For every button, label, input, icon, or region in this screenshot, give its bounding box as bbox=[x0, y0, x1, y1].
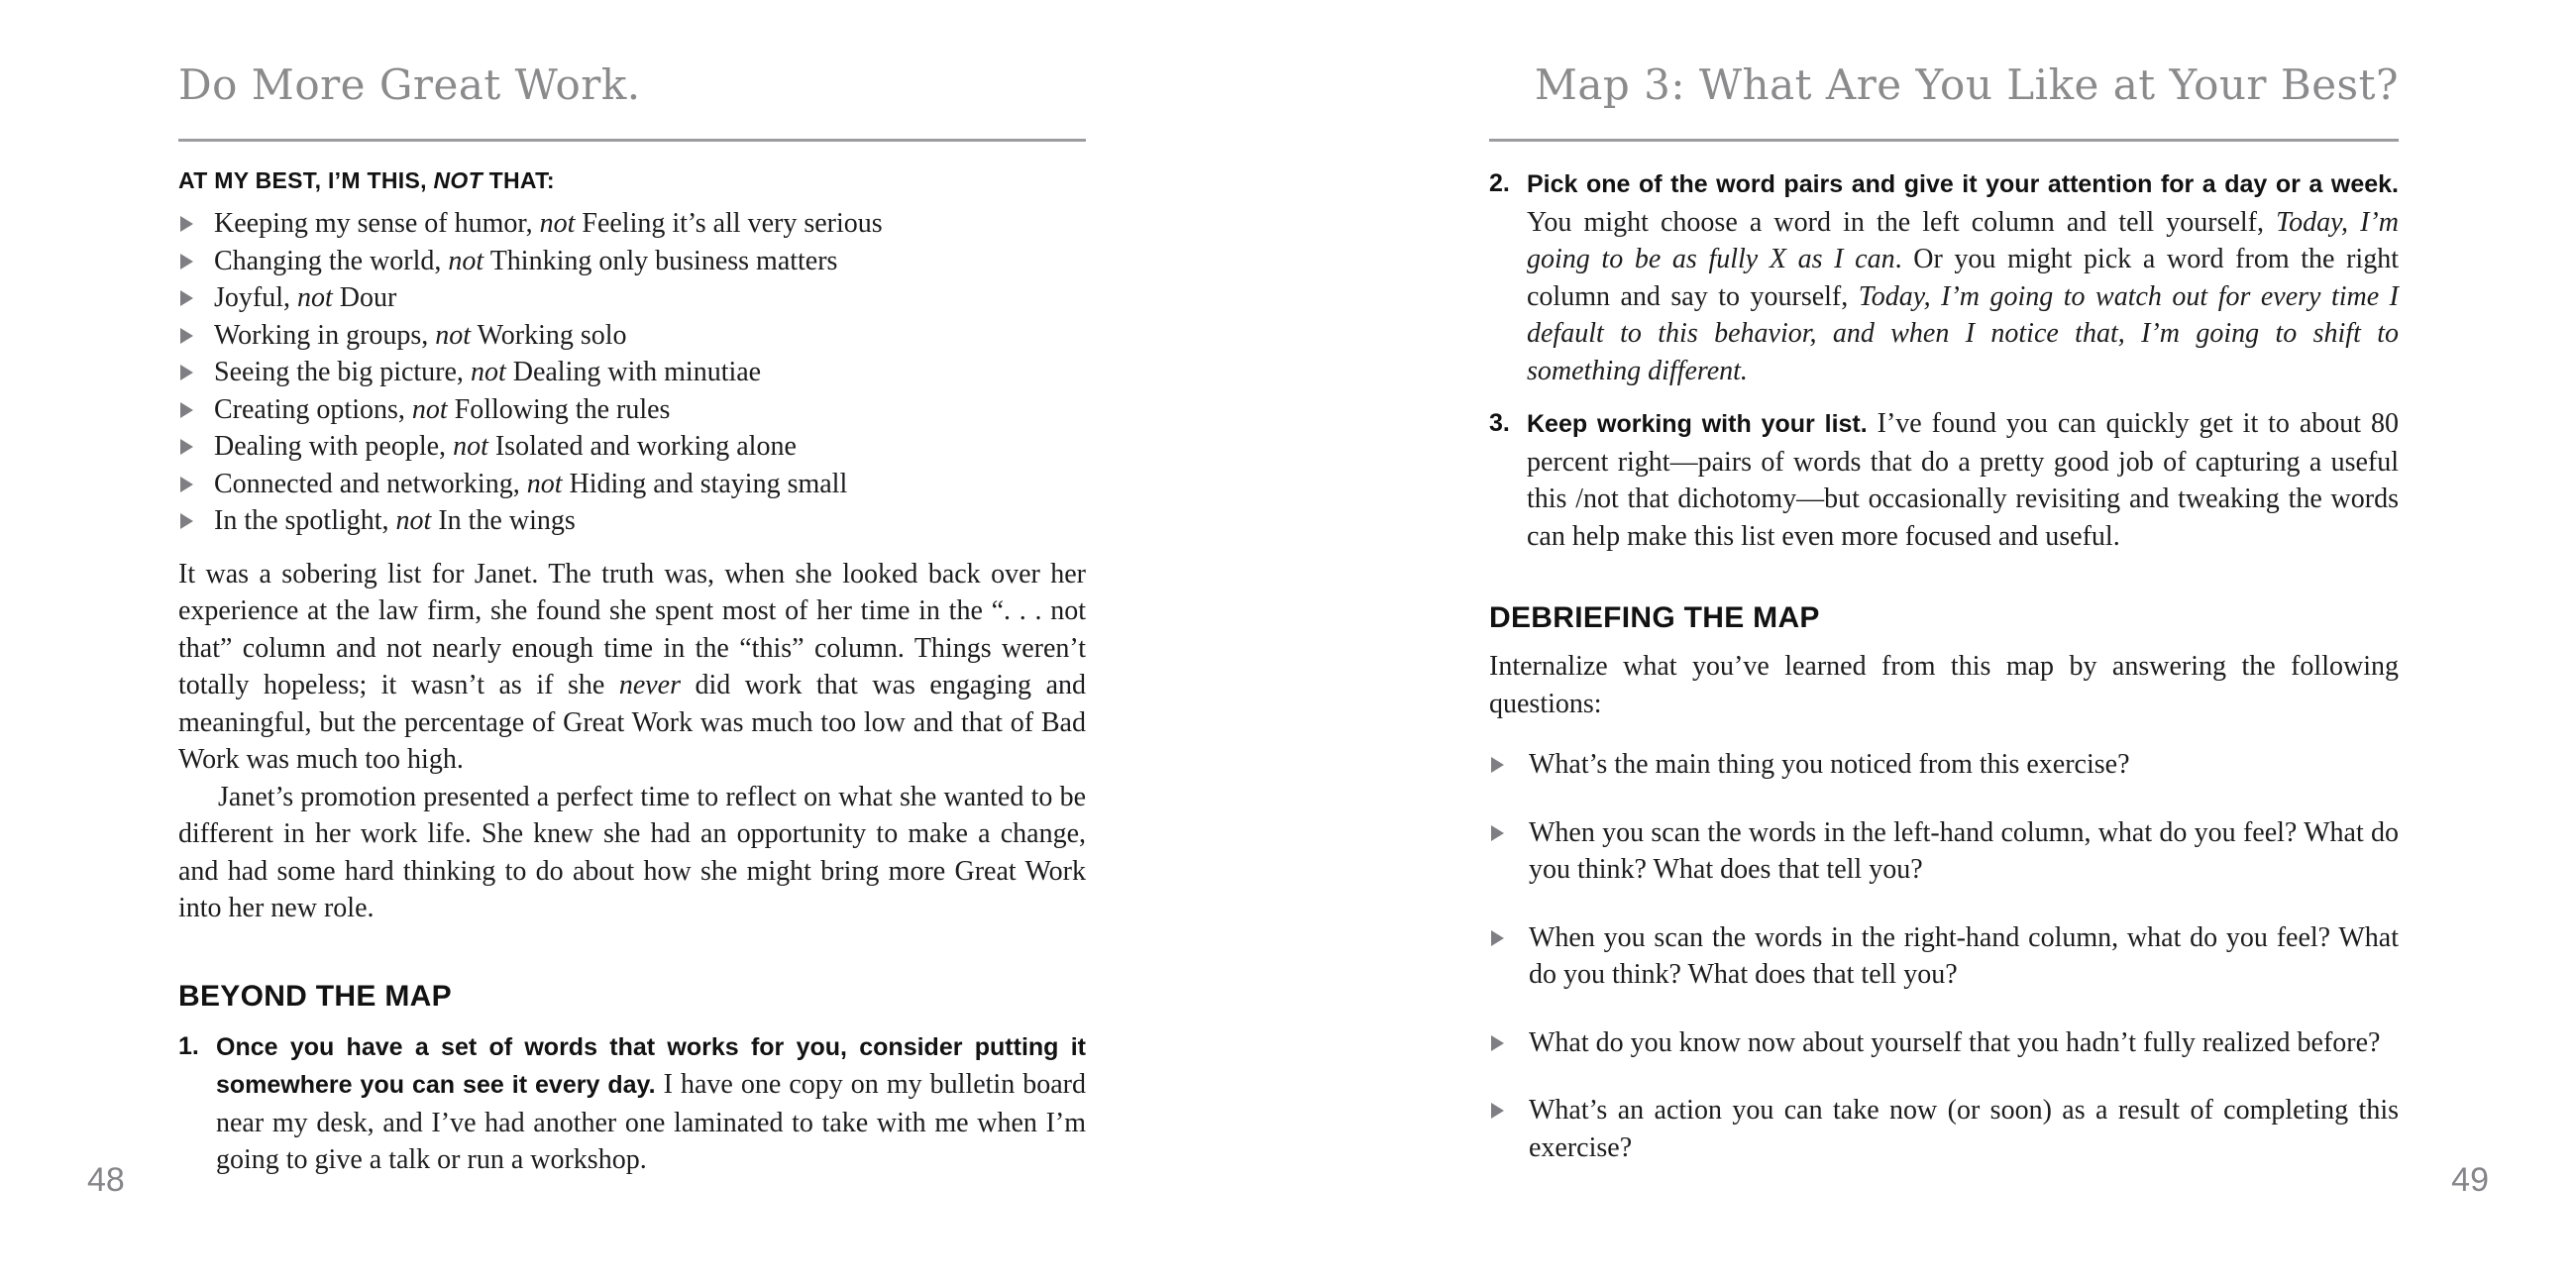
body-paragraph-janets-promotion: Janet’s promotion presented a perfect time to reflect on what she wanted to be different in her work life. She knew she had an opportunity to make a change, and had some hard thinking to do about how she might bring more Great Work into her new role. bbox=[178, 781, 1086, 923]
word-pair-this: Changing the world, bbox=[214, 245, 449, 276]
debrief-question bbox=[1489, 1024, 2399, 1062]
triangle-bullet-icon bbox=[180, 216, 193, 232]
question-text: When you scan the words in the right-hand column, what do you feel? What do you think? What does that tell you? bbox=[1529, 921, 2399, 990]
word-pair-not: not bbox=[297, 282, 333, 313]
running-head-left: Do More Great Work. bbox=[178, 60, 641, 109]
word-pair-this: Dealing with people, bbox=[214, 431, 454, 462]
word-pair-this: Working in groups, bbox=[214, 319, 436, 351]
running-head-right: Map 3: What Are You Like at Your Best? bbox=[1534, 60, 2399, 109]
word-pair-not: not bbox=[435, 319, 472, 351]
triangle-bullet-icon bbox=[180, 402, 193, 418]
word-pair-this: Seeing the big picture, bbox=[214, 357, 471, 387]
triangle-bullet-icon bbox=[180, 477, 193, 492]
numbered-item-1 bbox=[178, 1028, 1086, 1179]
question-text: What’s the main thing you noticed from this exercise? bbox=[1529, 749, 2130, 780]
word-list-heading-text: AT MY BEST, I’M THIS, bbox=[178, 167, 434, 193]
item-number: 1. bbox=[178, 1031, 199, 1060]
page-number-right: 49 bbox=[2451, 1161, 2489, 1199]
triangle-bullet-icon bbox=[180, 513, 193, 529]
right-page bbox=[1489, 0, 2399, 1166]
word-pair-this: Connected and networking, bbox=[214, 468, 527, 499]
word-pair-item bbox=[178, 279, 1086, 317]
word-pair-this: In the spotlight, bbox=[214, 505, 396, 536]
word-pair-not: not bbox=[539, 208, 576, 239]
paragraph-text: It was a sobering list for Janet. The truth was, when she looked back over her experience at the law firm, she found she spent most of her time in the “. . . not that” column and not nearly enough time in the “this” column. Things weren’t totally hopeless; it wasn’t as if she bbox=[178, 558, 1086, 700]
item-lead: Once you have a set of words that works for you, consider putting it somewhere you can see it every day. bbox=[216, 1032, 1086, 1099]
word-pair-that: In the wings bbox=[431, 505, 576, 536]
triangle-bullet-icon bbox=[1491, 930, 1504, 946]
word-pair-not: not bbox=[453, 431, 488, 462]
word-pair-that: Dealing with minutiae bbox=[505, 357, 762, 387]
word-pair-not: not bbox=[448, 245, 484, 276]
word-pair-item bbox=[178, 466, 1086, 503]
question-text: What do you know now about yourself that you hadn’t fully realized before? bbox=[1529, 1026, 2381, 1058]
page-number-left: 48 bbox=[87, 1161, 125, 1199]
triangle-bullet-icon bbox=[1491, 825, 1504, 841]
triangle-bullet-icon bbox=[180, 254, 193, 269]
debrief-question bbox=[1489, 1092, 2399, 1166]
question-text: When you scan the words in the left-hand column, what do you feel? What do you think? What does that tell you? bbox=[1529, 816, 2399, 885]
word-pair-item bbox=[178, 391, 1086, 429]
triangle-bullet-icon bbox=[1491, 1035, 1504, 1051]
word-pair-that: Following the rules bbox=[447, 393, 671, 425]
item-body: I have one copy on my bulletin board near my desk, and I’ve had another one laminated to take with me when I’m going to give a talk or run a workshop. bbox=[216, 1069, 1086, 1175]
body-paragraph-sobering-list bbox=[178, 556, 1086, 779]
triangle-bullet-icon bbox=[1491, 757, 1504, 773]
word-pair-item bbox=[178, 502, 1086, 540]
item-lead: Pick one of the word pairs and give it your attention for a day or a week. bbox=[1527, 170, 2399, 198]
word-pair-item bbox=[178, 243, 1086, 280]
item-body: I’ve found you can quickly get it to about 80 percent right—pairs of words that do a pretty good job of capturing a useful this /not that dichotomy—but occasionally revisiting and tweaking the words can help make this list even more focused and useful. bbox=[1527, 408, 2399, 552]
word-pair-not: not bbox=[470, 357, 506, 387]
word-pair-item bbox=[178, 317, 1086, 355]
item-lead: Keep working with your list. bbox=[1527, 410, 1868, 438]
word-list-heading-italic: NOT bbox=[433, 167, 483, 193]
triangle-bullet-icon bbox=[1491, 1103, 1504, 1119]
paragraph-text: did work that was engaging and meaningful, but the percentage of Great Work was much too low and that of Bad Work was much too high. bbox=[178, 670, 1086, 775]
section-heading-beyond-the-map: BEYOND THE MAP bbox=[178, 979, 452, 1013]
word-pair-that: Dour bbox=[332, 282, 397, 313]
debrief-question bbox=[1489, 746, 2399, 784]
paragraph-italic-word: never bbox=[618, 670, 681, 700]
word-pair-not: not bbox=[526, 468, 563, 499]
word-pair-list bbox=[178, 205, 1086, 540]
section-heading-debriefing-the-map: DEBRIEFING THE MAP bbox=[1489, 601, 1820, 634]
debrief-question bbox=[1489, 814, 2399, 889]
word-pair-this: Creating options, bbox=[214, 393, 412, 425]
triangle-bullet-icon bbox=[180, 328, 193, 344]
question-text: What’s an action you can take now (or soon) as a result of completing this exercise? bbox=[1529, 1095, 2399, 1163]
word-pair-this: Joyful, bbox=[214, 282, 297, 313]
item-number: 2. bbox=[1489, 169, 1510, 197]
word-pair-not: not bbox=[411, 393, 448, 425]
item-body: You might choose a word in the left column and tell yourself, bbox=[1527, 206, 2277, 238]
numbered-item-3 bbox=[1489, 405, 2399, 555]
debrief-question bbox=[1489, 919, 2399, 994]
triangle-bullet-icon bbox=[180, 365, 193, 380]
word-pair-that: Hiding and staying small bbox=[562, 468, 848, 499]
word-pair-that: Feeling it’s all very serious bbox=[575, 208, 883, 239]
word-pair-not: not bbox=[395, 505, 432, 536]
word-pair-item bbox=[178, 354, 1086, 391]
header-rule-left bbox=[178, 139, 1086, 142]
word-pair-that: Working solo bbox=[471, 319, 627, 351]
word-list-heading bbox=[178, 165, 1086, 195]
item-body-italic: Today, I’m going to be as fully X as I can bbox=[1527, 206, 2399, 274]
word-pair-item bbox=[178, 428, 1086, 466]
word-pair-this: Keeping my sense of humor, bbox=[214, 208, 540, 239]
debrief-question-list bbox=[1489, 746, 2399, 1166]
debrief-intro-text: Internalize what you’ve learned from this map by answering the following questions: bbox=[1489, 651, 2399, 719]
triangle-bullet-icon bbox=[180, 439, 193, 455]
item-body-italic: Today, I’m going to watch out for every time I default to this behavior, and when I notice that, I’m going to shift to something different. bbox=[1527, 280, 2399, 386]
word-pair-that: Thinking only business matters bbox=[483, 245, 838, 276]
triangle-bullet-icon bbox=[180, 290, 193, 306]
header-rule-right bbox=[1489, 139, 2399, 142]
item-number: 3. bbox=[1489, 409, 1510, 437]
numbered-item-2 bbox=[1489, 165, 2399, 389]
left-page bbox=[178, 0, 1086, 1179]
item-body: . Or you might pick a word from the right column and say to yourself, bbox=[1527, 244, 2399, 312]
word-list-heading-text: THAT: bbox=[482, 167, 555, 193]
word-pair-that: Isolated and working alone bbox=[487, 431, 797, 462]
word-pair-item bbox=[178, 205, 1086, 243]
